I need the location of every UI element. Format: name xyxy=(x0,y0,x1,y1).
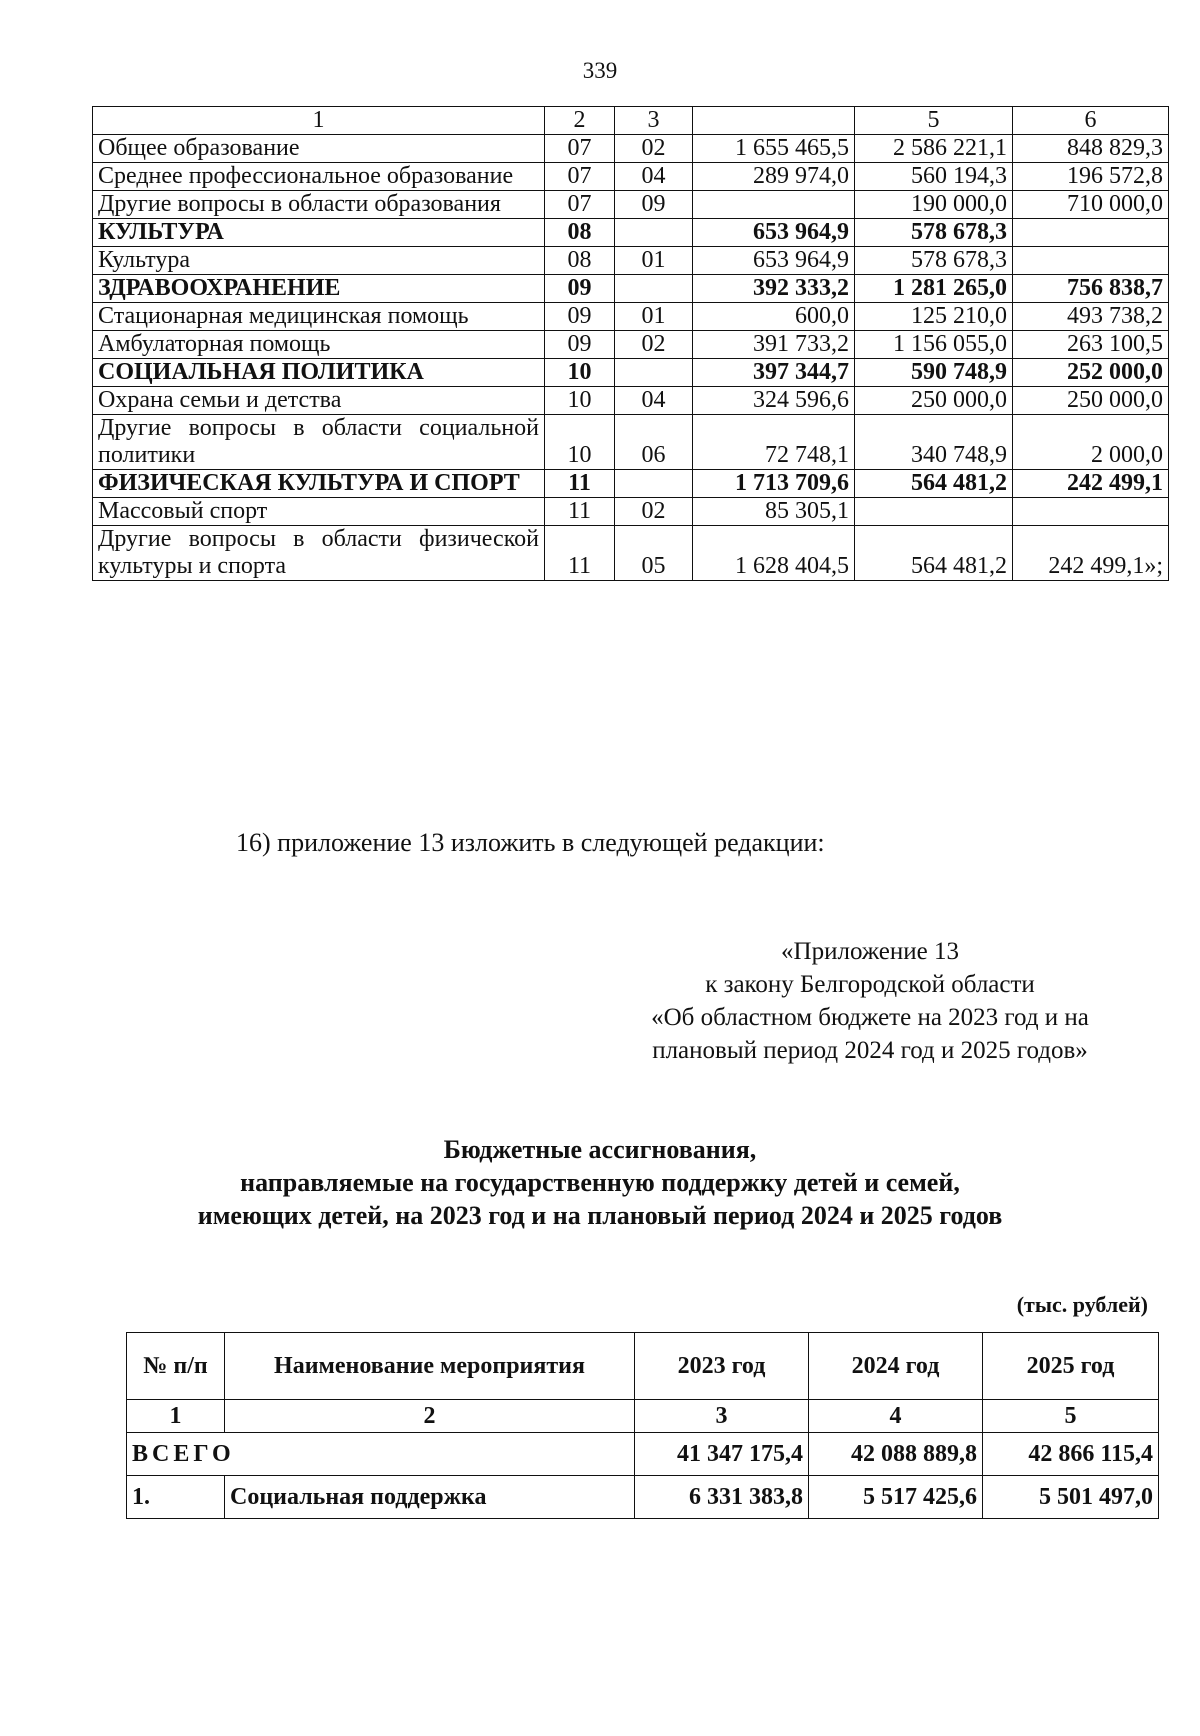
amount-2023: 397 344,7 xyxy=(693,359,855,387)
amount-2024: 564 481,2 xyxy=(855,470,1013,498)
column-number: 3 xyxy=(635,1400,809,1433)
table-row xyxy=(93,498,1169,526)
section-code: 09 xyxy=(545,303,615,331)
row-name: КУЛЬТУРА xyxy=(93,219,545,247)
row-number: 1. xyxy=(127,1476,225,1519)
amount-2024 xyxy=(855,498,1013,526)
column-number: 4 xyxy=(809,1400,983,1433)
section-code: 09 xyxy=(545,275,615,303)
amount-2024: 578 678,3 xyxy=(855,247,1013,275)
column-header: 1 xyxy=(93,107,545,135)
column-header: 2025 год xyxy=(983,1333,1159,1400)
amount-2025: 196 572,8 xyxy=(1013,163,1169,191)
section-code: 10 xyxy=(545,359,615,387)
amount-2023: 324 596,6 xyxy=(693,387,855,415)
row-name: Массовый спорт xyxy=(93,498,545,526)
table-row xyxy=(93,415,1169,470)
total-row xyxy=(127,1433,1159,1476)
amount-2025: 756 838,7 xyxy=(1013,275,1169,303)
column-header: 2 xyxy=(545,107,615,135)
subsection-code xyxy=(615,275,693,303)
amount-2024: 578 678,3 xyxy=(855,219,1013,247)
column-header: 2023 год xyxy=(635,1333,809,1400)
amount-2025: 2 000,0 xyxy=(1013,415,1169,470)
amount-2025: 848 829,3 xyxy=(1013,135,1169,163)
subsection-code: 05 xyxy=(615,526,693,581)
total-2023: 41 347 175,4 xyxy=(635,1433,809,1476)
row-name: Другие вопросы в области социальной политики xyxy=(93,415,545,470)
title-line: направляемые на государственную поддержку детей и семей, xyxy=(240,1168,960,1197)
amount-2025: 5 501 497,0 xyxy=(983,1476,1159,1519)
amount-2023 xyxy=(693,191,855,219)
table-row xyxy=(93,331,1169,359)
table-row xyxy=(93,387,1169,415)
amount-2023: 1 655 465,5 xyxy=(693,135,855,163)
row-name: Охрана семьи и детства xyxy=(93,387,545,415)
page-number: 339 xyxy=(582,58,618,83)
row-name: Стационарная медицинская помощь xyxy=(93,303,545,331)
column-header: № п/п xyxy=(127,1333,225,1400)
row-name: Культура xyxy=(93,247,545,275)
table-row xyxy=(127,1476,1159,1519)
row-name: СОЦИАЛЬНАЯ ПОЛИТИКА xyxy=(93,359,545,387)
amount-2023: 1 628 404,5 xyxy=(693,526,855,581)
table-row xyxy=(93,191,1169,219)
section-code: 07 xyxy=(545,135,615,163)
table-row xyxy=(93,359,1169,387)
subsection-code: 04 xyxy=(615,387,693,415)
row-name: ФИЗИЧЕСКАЯ КУЛЬТУРА И СПОРТ xyxy=(93,470,545,498)
amount-2023: 85 305,1 xyxy=(693,498,855,526)
column-header: Наименование мероприятия xyxy=(225,1333,635,1400)
amount-2024: 190 000,0 xyxy=(855,191,1013,219)
column-number: 5 xyxy=(983,1400,1159,1433)
section-code: 11 xyxy=(545,498,615,526)
appendix-line: «Об областном бюджете на 2023 год и на xyxy=(651,1004,1089,1031)
column-header: 5 xyxy=(855,107,1013,135)
column-header: 2024 год xyxy=(809,1333,983,1400)
subsection-code: 01 xyxy=(615,303,693,331)
table-header-row xyxy=(127,1333,1159,1400)
amount-2025: 242 499,1»; xyxy=(1013,526,1169,581)
subsection-code: 02 xyxy=(615,498,693,526)
amount-2025 xyxy=(1013,219,1169,247)
table-row xyxy=(93,275,1169,303)
column-number: 1 xyxy=(127,1400,225,1433)
subsection-code: 02 xyxy=(615,331,693,359)
table-row xyxy=(93,526,1169,581)
column-header: 3 xyxy=(615,107,693,135)
row-name: Социальная поддержка xyxy=(225,1476,635,1519)
section-code: 08 xyxy=(545,247,615,275)
total-2025: 42 866 115,4 xyxy=(983,1433,1159,1476)
subsection-code: 06 xyxy=(615,415,693,470)
subsection-code: 01 xyxy=(615,247,693,275)
amount-2024: 560 194,3 xyxy=(855,163,1013,191)
row-name: Другие вопросы в области физической культуры и спорта xyxy=(93,526,545,581)
amount-2025 xyxy=(1013,247,1169,275)
subsection-code xyxy=(615,470,693,498)
column-number: 2 xyxy=(225,1400,635,1433)
table-row xyxy=(93,219,1169,247)
section-code: 11 xyxy=(545,526,615,581)
amount-2024: 125 210,0 xyxy=(855,303,1013,331)
section-code: 07 xyxy=(545,191,615,219)
amount-2024: 590 748,9 xyxy=(855,359,1013,387)
table-row xyxy=(93,135,1169,163)
amount-2024: 250 000,0 xyxy=(855,387,1013,415)
subsection-code xyxy=(615,359,693,387)
amount-2025: 242 499,1 xyxy=(1013,470,1169,498)
amount-2025: 250 000,0 xyxy=(1013,387,1169,415)
amount-2024: 5 517 425,6 xyxy=(809,1476,983,1519)
subsection-code: 04 xyxy=(615,163,693,191)
column-header: 6 xyxy=(1013,107,1169,135)
amount-2023: 392 333,2 xyxy=(693,275,855,303)
units-label: (тыс. рублей) xyxy=(1016,1292,1148,1317)
table-row xyxy=(93,303,1169,331)
section-title xyxy=(0,1133,1200,1232)
table-row xyxy=(93,247,1169,275)
row-name: ЗДРАВООХРАНЕНИЕ xyxy=(93,275,545,303)
section-code: 10 xyxy=(545,415,615,470)
amount-2024: 1 281 265,0 xyxy=(855,275,1013,303)
amount-2023: 600,0 xyxy=(693,303,855,331)
row-name: Общее образование xyxy=(93,135,545,163)
column-header xyxy=(693,107,855,135)
amount-2024: 340 748,9 xyxy=(855,415,1013,470)
amount-2023: 391 733,2 xyxy=(693,331,855,359)
amount-2025: 710 000,0 xyxy=(1013,191,1169,219)
total-label: ВСЕГО xyxy=(127,1433,635,1476)
title-line: имеющих детей, на 2023 год и на плановый период 2024 и 2025 годов xyxy=(197,1201,1003,1230)
amount-2025 xyxy=(1013,498,1169,526)
amount-2023: 6 331 383,8 xyxy=(635,1476,809,1519)
support-table xyxy=(126,1332,1159,1519)
amount-2023: 289 974,0 xyxy=(693,163,855,191)
amount-2024: 1 156 055,0 xyxy=(855,331,1013,359)
row-name: Среднее профессиональное образование xyxy=(93,163,545,191)
table-header-row xyxy=(93,107,1169,135)
table-row xyxy=(93,163,1169,191)
column-number-row xyxy=(127,1400,1159,1433)
table-row xyxy=(93,470,1169,498)
row-name: Амбулаторная помощь xyxy=(93,331,545,359)
amount-2025: 493 738,2 xyxy=(1013,303,1169,331)
amount-2023: 653 964,9 xyxy=(693,219,855,247)
subsection-code: 09 xyxy=(615,191,693,219)
section-code: 08 xyxy=(545,219,615,247)
appendix-line: «Приложение 13 xyxy=(781,938,959,965)
amount-2024: 564 481,2 xyxy=(855,526,1013,581)
subsection-code xyxy=(615,219,693,247)
section-code: 07 xyxy=(545,163,615,191)
amount-2023: 1 713 709,6 xyxy=(693,470,855,498)
subsection-code: 02 xyxy=(615,135,693,163)
section-code: 11 xyxy=(545,470,615,498)
title-line: Бюджетные ассигнования, xyxy=(443,1135,757,1164)
section-code: 09 xyxy=(545,331,615,359)
appendix-reference xyxy=(600,935,1140,1067)
section-code: 10 xyxy=(545,387,615,415)
amount-2025: 252 000,0 xyxy=(1013,359,1169,387)
appendix-line: плановый период 2024 год и 2025 годов» xyxy=(652,1037,1088,1064)
total-2024: 42 088 889,8 xyxy=(809,1433,983,1476)
amount-2025: 263 100,5 xyxy=(1013,331,1169,359)
appendix-line: к закону Белгородской области xyxy=(705,971,1035,998)
amount-2024: 2 586 221,1 xyxy=(855,135,1013,163)
expenditure-table xyxy=(92,106,1169,581)
amount-2023: 72 748,1 xyxy=(693,415,855,470)
amendment-item: 16) приложение 13 изложить в следующей редакции: xyxy=(236,828,825,857)
amount-2023: 653 964,9 xyxy=(693,247,855,275)
row-name: Другие вопросы в области образования xyxy=(93,191,545,219)
